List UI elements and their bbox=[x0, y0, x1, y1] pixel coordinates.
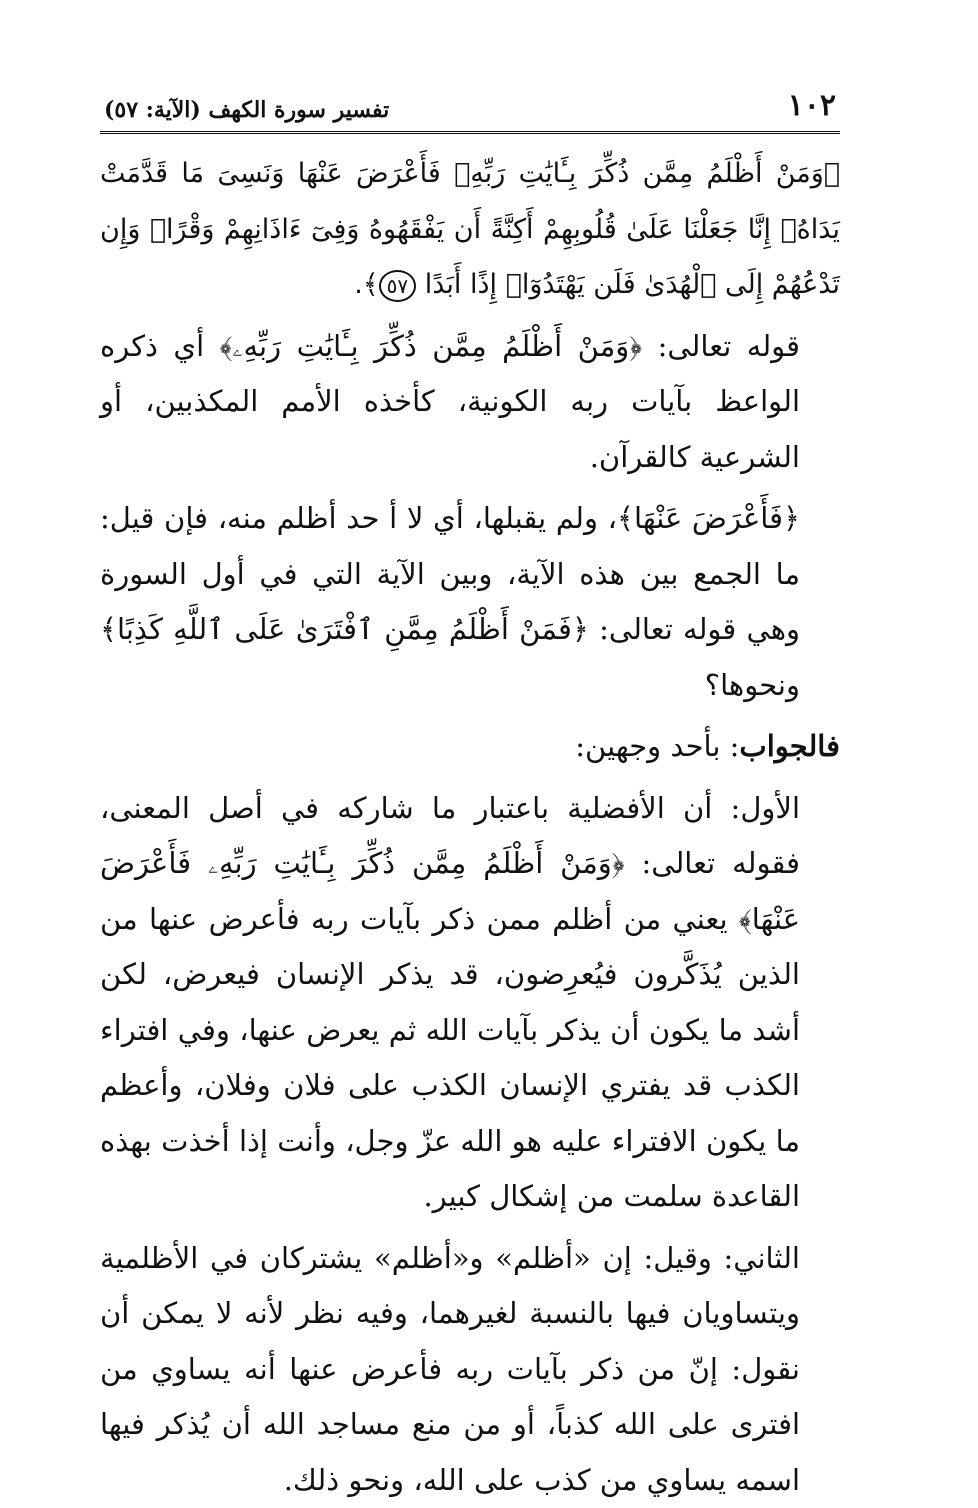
paragraph-4: الثاني: وقيل: إن «أظلم» و«أظلم» يشتركان في الأظلمية ويتساويان فيها بالنسبة لغيرهما، وفيه نظر لأنه لا يمكن أن نقول: إنّ من ذكر بآيات ربه فأعرض عنها أنه يساوي من افترى على الله كذباً، أو من منع مساجد الله أن يُذكر فيها اسمه يساوي من كذب على الله، ونحو ذلك. bbox=[100, 1231, 840, 1508]
verse-number-marker: ٥٧ bbox=[379, 270, 416, 302]
page-number: ١٠٢ bbox=[788, 88, 836, 123]
paragraph-2: ﴿فَأَعْرَضَ عَنْهَا﴾، ولم يقبلها، أي لا أ حد أظلم منه، فإن قيل: ما الجمع بين هذه الآية، وبين الآية التي في أول السورة وهي قوله تعالى: ﴿فَمَنْ أَظْلَمُ مِمَّنِ ٱفْتَرَىٰ عَلَى ٱللَّهِ كَذِبًا﴾ ونحوها؟ bbox=[100, 491, 840, 713]
page-header bbox=[100, 92, 840, 134]
verse-text: ﴿وَمَنْ أَظْلَمُ مِمَّن ذُكِّرَ بِـَٔايَٰتِ رَبِّهِۦ فَأَعْرَضَ عَنْهَا وَنَسِىَ مَا قَدَّمَتْ يَدَاهُۚ إِنَّا جَعَلْنَا عَلَىٰ قُلُوبِهِمْ أَكِنَّةً أَن يَفْقَهُوهُ وَفِىٓ ءَاذَانِهِمْ وَقْرًاۖ وَإِن تَدْعُهُمْ إِلَى ٱلْهُدَىٰ فَلَن يَهْتَدُوٓا۟ إِذًا أَبَدًا bbox=[100, 158, 840, 300]
verse-close: ﴾. bbox=[354, 269, 378, 300]
running-title: تفسير سورة الكهف (الآية: ٥٧) bbox=[104, 97, 389, 123]
answer-rest: : بأحد وجهين: bbox=[575, 729, 739, 763]
answer-label: فالجواب bbox=[739, 729, 840, 763]
paragraph-1: قوله تعالى: ﴿وَمَنْ أَظْلَمُ مِمَّن ذُكِّرَ بِـَٔايَٰتِ رَبِّهِۦ﴾ أي ذكره الواعظ بآيات ربه الكونية، كأخذه الأمم المكذبين، أو الشرعية كالقرآن. bbox=[100, 319, 840, 486]
page-body bbox=[100, 146, 840, 1508]
paragraph-3: الأول: أن الأفضلية باعتبار ما شاركه في أصل المعنى، فقوله تعالى: ﴿وَمَنْ أَظْلَمُ مِمَّن ذُكِّرَ بِـَٔايَٰتِ رَبِّهِۦ فَأَعْرَضَ عَنْهَا﴾ يعني من أظلم ممن ذكر بآيات ربه فأعرض عنها من الذين يُذَكَّرون فيُعرِضون، قد يذكر الإنسان فيعرض، لكن أشد ما يكون أن يذكر بآيات الله ثم يعرض عنها، وفي افتراء الكذب قد يفتري الإنسان الكذب على فلان وفلان، وأعظم ما يكون الافتراء عليه هو الله عزّ وجل، وأنت إذا أخذت بهذه القاعدة سلمت من إشكال كبير. bbox=[100, 781, 840, 1225]
quran-verse bbox=[100, 146, 840, 313]
answer-heading bbox=[100, 719, 840, 775]
book-page bbox=[100, 92, 840, 1392]
